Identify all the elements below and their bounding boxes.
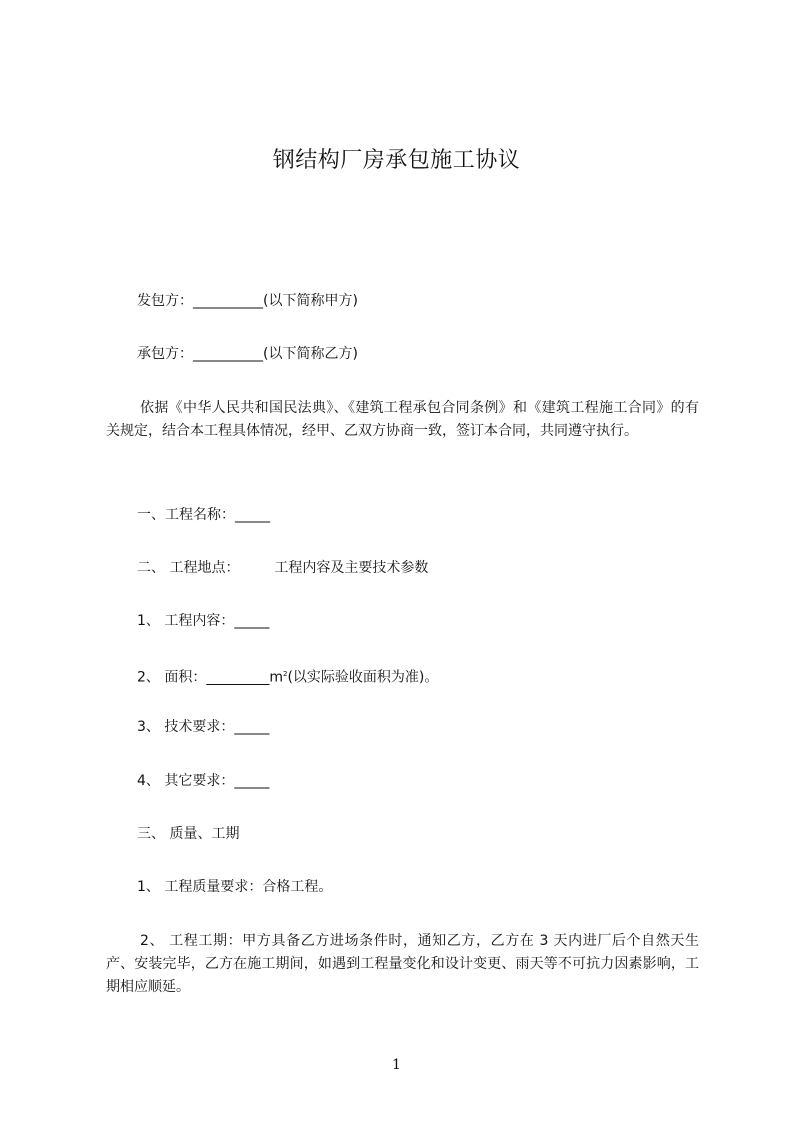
item-2-superscript: 2: [283, 670, 288, 678]
party-b-line: 承包方：__________(以下简称乙方): [137, 346, 358, 362]
page-number: 1: [392, 1057, 401, 1073]
preamble-paragraph: 依据《中华人民共和国民法典》、《建筑工程承包合同条例》和《建筑工程施工合同》的有关规定，结合本工程具体情况，经甲、乙双方协商一致，签订本合同，共同遵守执行。: [106, 400, 699, 439]
section-3-heading: 三、 质量、工期: [137, 826, 240, 842]
section-2-heading: [137, 559, 428, 577]
section-2-label: 二、 工程地点：: [137, 560, 240, 576]
section-1-project-name: 一、工程名称：_____: [137, 507, 270, 523]
item-1-content: 1、 工程内容：_____: [137, 613, 270, 629]
item-4-other-requirements: 4、 其它要求：_____: [137, 773, 270, 789]
document-title: 钢结构厂房承包施工协议: [272, 148, 521, 173]
quality-item-2: 2、 工程工期：甲方具备乙方进场条件时，通知乙方，乙方在 3 天内进厂后个自然天生产、安装完毕，乙方在施工期间，如遇到工程量变化和设计变更、雨天等不可抗力因素影响，工期相应顺延。: [106, 933, 699, 995]
item-3-tech-requirements: 3、 技术要求：_____: [137, 719, 270, 735]
section-2-tail: 工程内容及主要技术参数: [274, 560, 429, 576]
quality-item-1: 1、 工程质量要求：合格工程。: [137, 879, 333, 895]
item-2-area: [137, 665, 438, 687]
item-2-pre: 2、 面积：_________m: [137, 669, 283, 686]
item-2-post: (以实际验收面积为准)。: [287, 669, 439, 686]
party-a-line: 发包方：__________(以下简称甲方): [137, 293, 358, 309]
